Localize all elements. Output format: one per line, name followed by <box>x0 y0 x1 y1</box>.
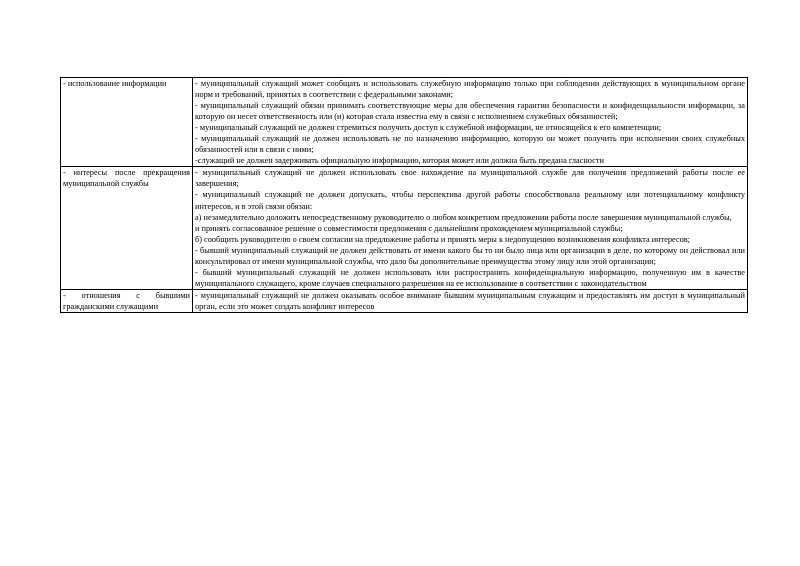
paragraph: - муниципальный служащий обязан принимать соответствующие меры для обеспечения гарантии безопасности и конфиденциальности информации, за которую он несет ответственность или (и) которая стала известна ему в связи с исполнением служебных обязанностей; <box>195 101 745 122</box>
row-heading: - отношения с бывшими гражданскими служащими <box>63 290 190 311</box>
paragraph: - муниципальный служащий не должен использовать не по назначению информацию, которую он может получить при исполнении своих служебных обязанностей или в связи с ними; <box>195 134 745 155</box>
table-row <box>61 78 748 167</box>
paragraph: - муниципальный служащий может сообщать и использовать служебную информацию только при соблюдении действующих в муниципальном органе норм и требований, принятых в соответствии с федеральными законами; <box>195 79 745 100</box>
row-heading: - интересы после прекращения муниципальной службы <box>63 168 190 189</box>
paragraph: - муниципальный служащий не должен допускать, чтобы перспектива другой работы способствовала реальному или потенциальному конфликту интересов, и в этой связи обязан: <box>195 190 745 211</box>
paragraph: - бывший муниципальный служащий не должен использовать или распространять конфиденциальную информацию, полученную им в качестве муниципального служащего, кроме случаев специального разрешения на ее использование в соответствии с законодательством <box>195 267 745 288</box>
row-content-cell <box>193 289 748 312</box>
paragraph: -служащий не должен задерживать официальную информацию, которая может или должна быть предана гласности <box>195 156 604 166</box>
paragraph: - муниципальный служащий не должен стремиться получить доступ к служебной информации, не относящейся к его компетенции; <box>195 123 662 133</box>
paragraph: и принять согласованное решение о совместимости предложения с дальнейшим прохождением муниципальной службы; <box>195 223 623 233</box>
row-content-cell <box>193 78 748 167</box>
row-heading-cell <box>61 167 193 290</box>
table-row <box>61 289 748 312</box>
document-page <box>60 77 745 313</box>
paragraph: а) незамедлительно доложить непосредственному руководителю о любом конкретном предложении работы после завершения муниципальной службы, <box>195 212 732 222</box>
paragraph: - бывший муниципальный служащий не должен действовать от имени какого бы то ни было лица или организации в деле, по которому он действовал или консультировал от имени муниципальной службы, что дало бы дополнительные преимущества этому лицу или этой организации; <box>195 245 745 266</box>
conduct-table <box>60 77 748 313</box>
paragraph: б) сообщить руководителю о своем согласии на предложение работы и принять меры к недопущению возникновения конфликта интересов; <box>195 234 690 244</box>
paragraph: - муниципальный служащий не должен использовать свое нахождение на муниципальной службе для получения предложений работы после ее завершения; <box>195 168 745 189</box>
row-content-cell <box>193 167 748 290</box>
row-heading: - использование информации <box>63 79 167 88</box>
paragraph: - муниципальный служащий не должен оказывать особое внимание бывшим муниципальным служащим и предоставлять им доступ в муниципальный орган, если это может создать конфликт интересов <box>195 290 745 311</box>
row-heading-cell <box>61 78 193 167</box>
table-row <box>61 167 748 290</box>
row-heading-cell <box>61 289 193 312</box>
